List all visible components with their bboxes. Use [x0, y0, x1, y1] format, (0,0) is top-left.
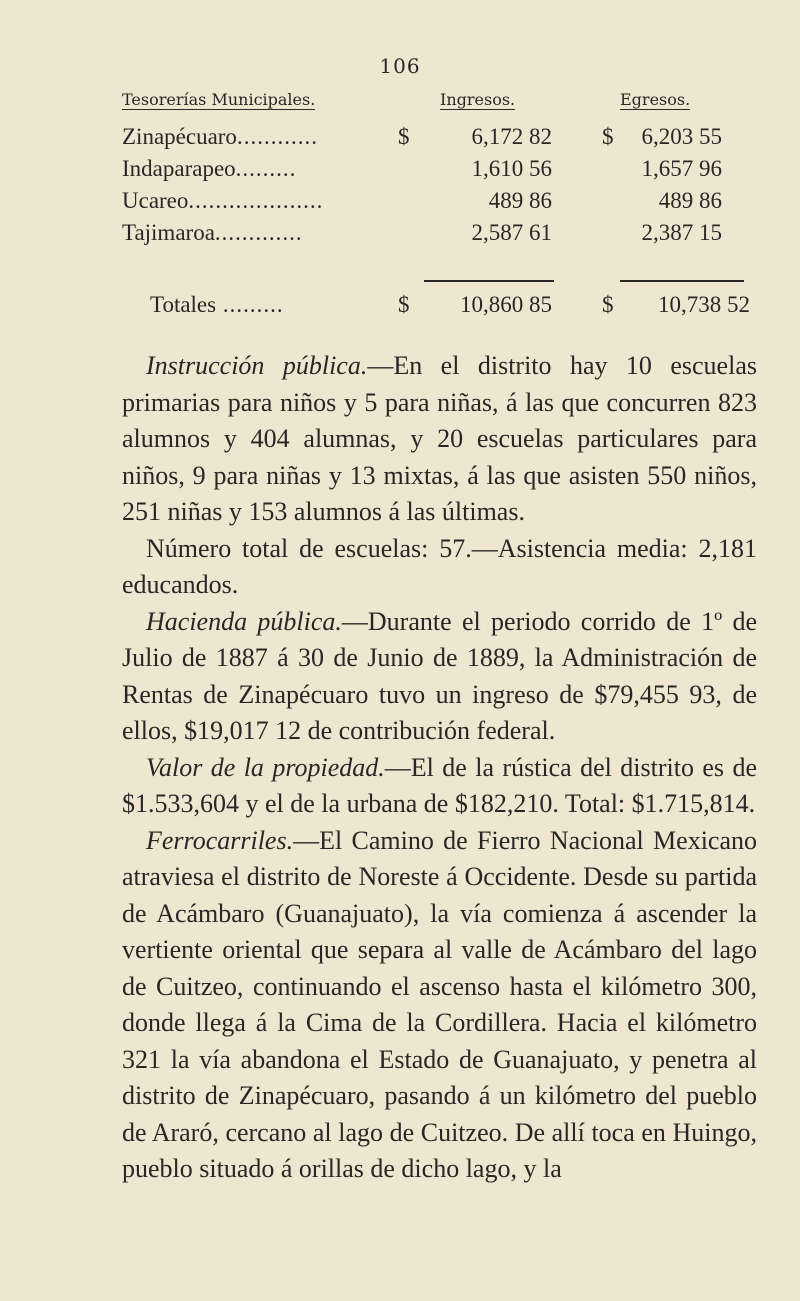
table-row	[122, 220, 722, 252]
ingresos-dollar: $	[398, 124, 410, 149]
row-municipality-text: Ucareo	[122, 188, 189, 213]
ingresos-value: 1,610 56	[471, 156, 552, 181]
ingresos-value: 2,587 61	[471, 220, 552, 245]
table-row	[122, 124, 722, 156]
total-egresos-dollar: $	[602, 292, 614, 317]
section-heading: Instrucción pública.	[146, 351, 368, 380]
egresos-dollar: $	[602, 124, 614, 149]
totals-text: Totales	[150, 292, 217, 317]
total-egresos-value: 10,738 52	[658, 292, 750, 317]
section-heading: Ferrocarriles.	[146, 825, 294, 855]
totals-row	[150, 292, 750, 324]
section-heading: Valor de la propiedad.	[146, 752, 385, 782]
total-ingresos-dollar: $	[398, 292, 410, 317]
totals-leader-dots: .........	[216, 292, 284, 317]
row-municipality-text: Tajimaroa	[122, 220, 215, 245]
header-ingresos	[440, 90, 515, 110]
total-rule-egresos	[620, 280, 744, 282]
page-number: 106	[379, 54, 421, 78]
leader-dots: ............	[236, 124, 318, 149]
header-tesorerias	[122, 90, 315, 110]
leader-dots: ....................	[188, 188, 324, 213]
paragraph-text: —Durante el periodo corrido de 1º de Julio de 1887 á 30 de Junio de 1889, la Administración de Rentas de Zinapécuaro tuvo un ingreso de $79,455 93, de ellos, $19,017 12 de contribución federal.	[122, 606, 757, 745]
total-ingresos-value: 10,860 85	[460, 292, 552, 317]
header-tesorerias-label: Tesorerías Municipales.	[122, 90, 316, 109]
egresos-value: 6,203 55	[641, 124, 722, 149]
paragraph	[122, 531, 757, 604]
ingresos-value: 6,172 82	[471, 124, 552, 149]
row-municipality	[122, 220, 303, 246]
total-rule-ingresos	[424, 280, 554, 282]
row-municipality	[122, 124, 318, 150]
paragraph-text: —En el distrito hay 10 escuelas primarias para niños y 5 para niñas, á las que concurren 823 alumnos y 404 alumnas, y 20 escuelas particulares para niños, 9 para niñas y 13 mixtas, á las que asisten 550 niños, 251 niñas y 153 alumnos á las últimas.	[122, 351, 757, 526]
row-municipality	[122, 156, 296, 182]
header-egresos	[620, 90, 690, 110]
header-ingresos-label: Ingresos.	[440, 90, 516, 109]
table-row	[122, 156, 722, 188]
egresos-value: 489 86	[658, 188, 722, 213]
paragraph	[122, 823, 757, 1188]
egresos-value: 1,657 96	[641, 156, 722, 181]
paragraph-text: —El de la rústica del distrito es de $1.533,604 y el de la urbana de $182,210. Total: $1.715,814.	[122, 752, 757, 818]
egresos-value: 2,387 15	[641, 220, 722, 245]
body-text	[122, 348, 757, 1188]
ingresos-value: 489 86	[488, 188, 552, 213]
section-heading: Hacienda pública.	[146, 606, 342, 636]
totals-label	[150, 292, 284, 318]
table-row	[122, 188, 722, 220]
leader-dots: .........	[235, 156, 297, 181]
paragraph-text: Número total de escuelas: 57.—Asistencia media: 2,181 educandos.	[122, 533, 757, 599]
paragraph	[122, 348, 757, 531]
leader-dots: .............	[214, 220, 303, 245]
paragraph-text: —El Camino de Fierro Nacional Mexicano atraviesa el distrito de Noreste á Occidente. Desde su partida de Acámbaro (Guanajuato), la vía comienza á ascender la vertiente oriental que separa al valle de Acámbaro del lago de Cuitzeo, continuando el ascenso hasta el kilómetro 300, donde llega á la Cima de la Cordillera. Hacia el kilómetro 321 la vía abandona el Estado de Guanajuato, y penetra al distrito de Zinapécuaro, pasando á un kilómetro del pueblo de Araró, cercano al lago de Cuitzeo. De allí toca en Huingo, pueblo situado á orillas de dicho lago, y la	[122, 825, 757, 1183]
paragraph	[122, 604, 757, 750]
paragraph	[122, 750, 757, 823]
row-municipality	[122, 188, 323, 214]
row-municipality-text: Indaparapeo	[122, 156, 236, 181]
header-egresos-label: Egresos.	[620, 90, 691, 109]
row-municipality-text: Zinapécuaro	[122, 124, 237, 149]
